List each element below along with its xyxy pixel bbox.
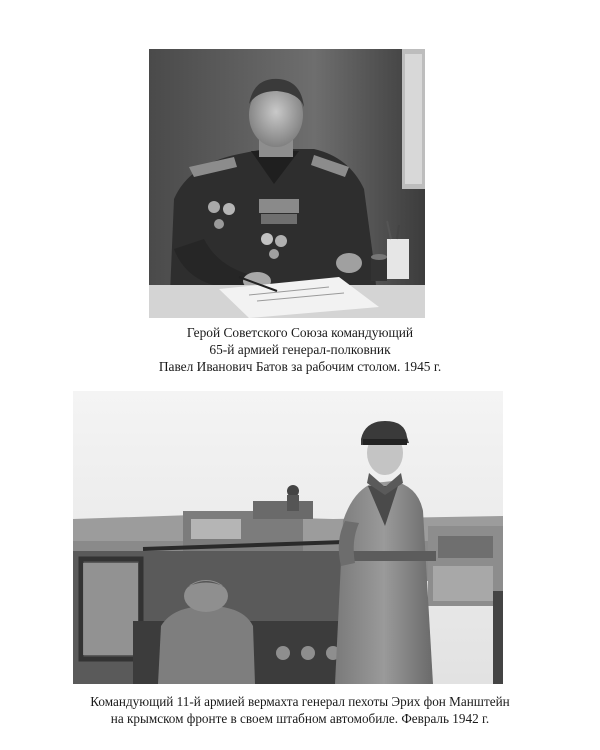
caption-bottom-line-1: Командующий 11-й армией вермахта генерал пехоты Эрих фон Манштейн	[90, 694, 510, 709]
photo-general-batov-at-desk	[149, 49, 425, 318]
caption-top-line-2: 65-й армией генерал-полковник	[209, 342, 391, 357]
caption-top-photo	[0, 324, 600, 375]
caption-bottom-line-2: на крымском фронте в своем штабном автомобиле. Февраль 1942 г.	[110, 711, 490, 726]
caption-top-line-1: Герой Советского Союза командующий	[186, 325, 414, 340]
photo-general-manstein-in-staff-car	[73, 391, 503, 684]
caption-top-line-3: Павел Иванович Батов за рабочим столом. 1945 г.	[158, 359, 442, 374]
caption-bottom-photo	[0, 693, 600, 727]
